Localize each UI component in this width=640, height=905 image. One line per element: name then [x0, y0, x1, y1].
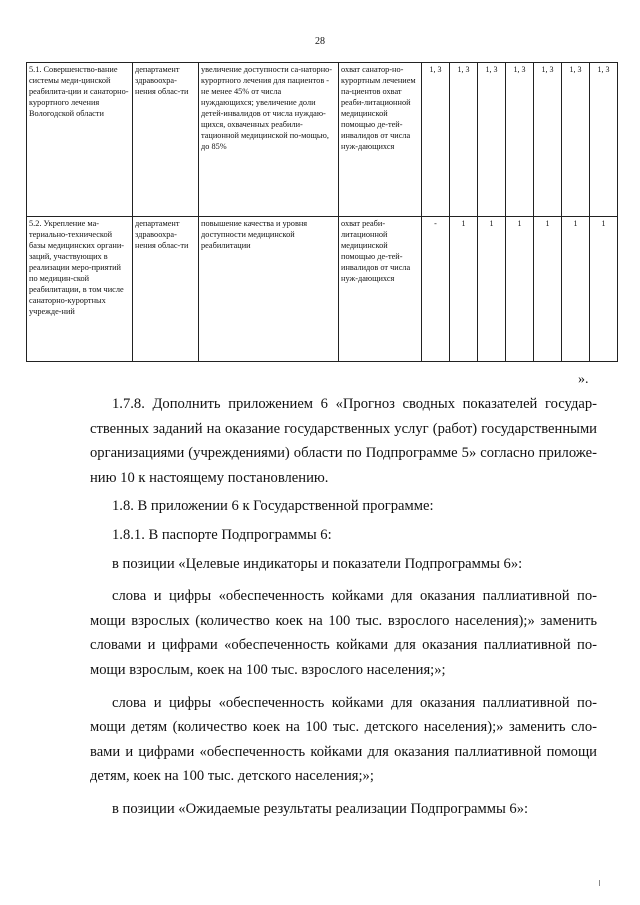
executor-cell: департамент здравоохра-нения облас-ти	[133, 217, 199, 362]
table-row	[27, 217, 618, 362]
paragraph: 1.7.8. Дополнить приложением 6 «Прогноз сводных показателей государ-ственных заданий на оказание государственных услуг (работ) государственными организациями (учреждениями) области по Подпрограмме 5» согласно приложе-нию 10 к настоящему постановлению.	[90, 396, 597, 486]
paragraph: слова и цифры «обеспеченность койками для оказания паллиативной по-мощи детям (количество коек на 100 тыс. детского населения);» заменить сло-вами и цифрами «обеспеченность койками для оказания паллиативной помощи детям, коек на 100 тыс. детского населения;»;	[90, 694, 597, 785]
paragraph: 1.8. В приложении 6 к Государственной программе:	[112, 498, 434, 515]
activity-name-cell: 5.2. Укрепление ма-териально-технической базы медицинских органи-заций, участвующих в реализации меро-приятий по медицин-ской реабилитации, в том числе санаторно-курортных учрежде-ний	[27, 217, 133, 362]
page-number: 28	[315, 36, 325, 47]
paragraph: в позиции «Целевые индикаторы и показатели Подпрограммы 6»:	[112, 555, 523, 572]
value-cell: 1, 3	[478, 63, 506, 217]
value-cell: 1, 3	[422, 63, 450, 217]
indicator-cell: охват реаби-литационной медицинской помощью де-тей-инвалидов от числа нуж-дающихся	[339, 217, 422, 362]
value-cell: 1	[450, 217, 478, 362]
expected-result-cell: повышение качества и уровня доступности медицинской реабилитации	[199, 217, 339, 362]
closing-quote: ».	[578, 372, 589, 387]
value-cell: 1	[478, 217, 506, 362]
paragraph: слова и цифры «обеспеченность койками для оказания паллиативной по-мощи взрослых (количество коек на 100 тыс. взрослого населения);» заменить словами и цифрами «обеспеченность койками для оказания паллиативной по-мощи взрослым, коек на 100 тыс. взрослого населения;»;	[90, 588, 597, 678]
paragraph: в позиции «Ожидаемые результаты реализации Подпрограммы 6»:	[112, 800, 529, 817]
expected-result-cell: увеличение доступности са-наторно-курортного лечения для пациентов - не менее 45% от числа нуждающихся; увеличение доли детей-инвалидов от числа нуждаю-щихся, охваченных реабили-тационной медицинской по-мощью, до 85%	[199, 63, 339, 217]
scan-mark	[599, 880, 600, 886]
value-cell: 1	[506, 217, 534, 362]
value-cell: 1, 3	[506, 63, 534, 217]
value-cell: -	[422, 217, 450, 362]
paragraph: 1.8.1. В паспорте Подпрограммы 6:	[112, 526, 332, 543]
value-cell: 1	[534, 217, 562, 362]
value-cell: 1, 3	[534, 63, 562, 217]
value-cell: 1	[590, 217, 618, 362]
value-cell: 1	[562, 217, 590, 362]
executor-cell: департамент здравоохра-нения облас-ти	[133, 63, 199, 217]
document-body	[90, 392, 597, 826]
indicator-cell: охват санатор-но-курортным лечением па-циентов охват реаби-литационной медицинской помощью де-тей-инвалидов от числа нуж-дающихся	[339, 63, 422, 217]
value-cell: 1, 3	[562, 63, 590, 217]
activity-name-cell: 5.1. Совершенство-вание системы меди-цинской реабилита-ции и санаторно-курортного лечения Вологодской области	[27, 63, 133, 217]
value-cell: 1, 3	[590, 63, 618, 217]
table-row	[27, 63, 618, 217]
value-cell: 1, 3	[450, 63, 478, 217]
activities-table	[26, 62, 618, 362]
